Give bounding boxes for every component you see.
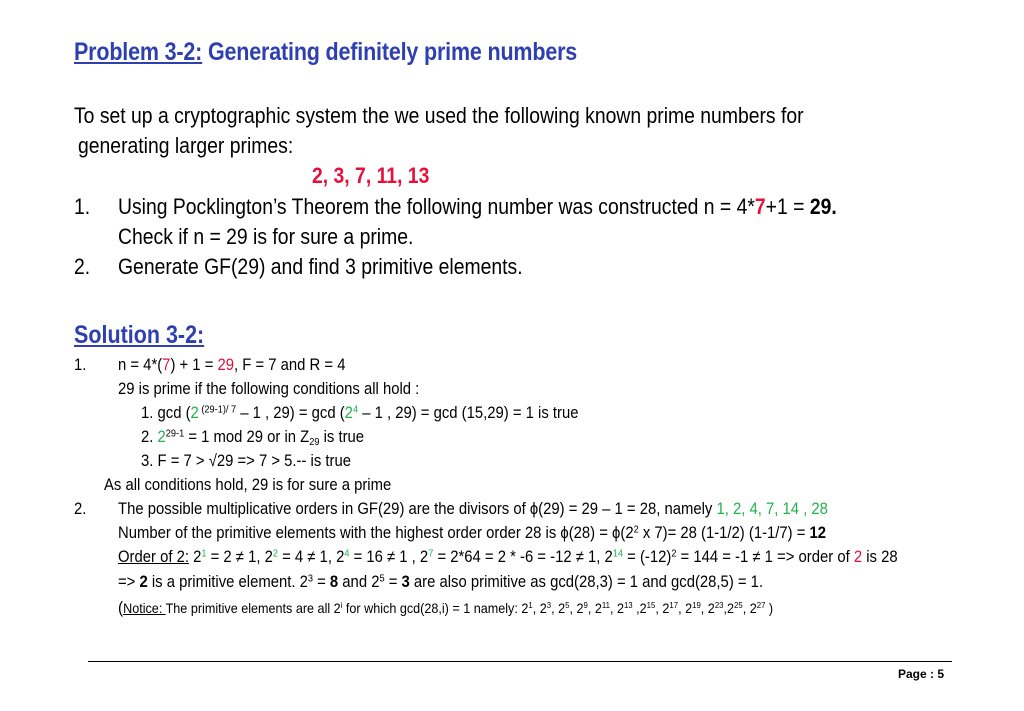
s2-l2-text-a: Number of the primitive elements with the highest order order 28 is ϕ(28) = ϕ(2 <box>118 524 634 542</box>
n-s10: ,2 <box>723 600 735 616</box>
s2-l1-text: The possible multiplicative orders in GF(29) are the divisors of ϕ(29) = 29 – 1 = 28, namely <box>118 500 717 518</box>
item1-seven: 7 <box>754 194 766 219</box>
l4-eight: 8 <box>329 573 339 591</box>
n-s7: , 2 <box>655 600 670 616</box>
c3-number: 3. <box>141 452 154 470</box>
notice-paren: ( <box>118 598 124 617</box>
c1-text-c: – 1 , 29) = gcd (15,29) = 1 is true <box>358 404 579 422</box>
l3-a: 2 <box>188 548 202 566</box>
n-s11: , 2 <box>742 600 757 616</box>
l4-e: = <box>384 573 402 591</box>
notice-text-a: The primitive elements are all 2 <box>165 600 341 616</box>
problem-title-text: Generating definitely prime numbers <box>207 38 578 66</box>
c1-two: 2 <box>190 404 199 422</box>
solution-1-line <box>118 356 345 375</box>
problem-item-2-number: 2. <box>74 254 91 279</box>
notice-text <box>166 600 774 616</box>
problem-item-1-line-2: Check if n = 29 is for sure a prime. <box>118 224 414 249</box>
l4-d: and 2 <box>338 573 380 591</box>
l3-h: is 28 <box>862 548 898 566</box>
n-s9: , 2 <box>700 600 715 616</box>
condition-2 <box>141 428 364 447</box>
n-e3: 3 <box>546 600 552 611</box>
solution-2-line-3 <box>118 548 898 567</box>
l4-two: 2 <box>139 573 148 591</box>
n-s5: , 2 <box>609 600 624 616</box>
n-s4: , 2 <box>587 600 602 616</box>
s1-text-b: ) + 1 = <box>170 356 218 374</box>
l4-a: => <box>118 573 140 591</box>
page-title <box>74 38 577 67</box>
n-s8: , 2 <box>678 600 693 616</box>
l3-g: = 144 = -1 ≠ 1 => order of <box>676 548 854 566</box>
n-e13: 13 <box>623 600 633 611</box>
c1-text-b: – 1 , 29) = gcd ( <box>236 404 345 422</box>
problem-intro-line-2: generating larger primes: <box>78 133 294 158</box>
s1-text-c: , F = 7 and R = 4 <box>234 356 346 374</box>
solution-1-number: 1. <box>74 356 87 374</box>
n-s2: , 2 <box>551 600 566 616</box>
condition-1 <box>141 404 578 423</box>
item-number: 1. <box>74 194 91 219</box>
l3-e5: 14 <box>612 548 624 560</box>
l3-f: = (-12) <box>623 548 672 566</box>
l4-b: is a primitive element. 2 <box>147 573 308 591</box>
problem-label: Problem 3-2: <box>74 38 203 66</box>
s1-twentynine: 29 <box>217 356 235 374</box>
l4-e1: 3 <box>307 573 313 585</box>
notice-i: i <box>340 600 343 611</box>
n-s3: , 2 <box>569 600 584 616</box>
c1-exponent: (29-1)/ 7 <box>198 404 237 416</box>
n-e5: 5 <box>565 600 570 611</box>
l3-e3: 4 <box>344 548 350 560</box>
n-e25: 25 <box>734 600 743 611</box>
c3-text: F = 7 > √29 => 7 > 5.-- is true <box>157 452 351 470</box>
n-end: ) <box>765 600 774 616</box>
item1-text-b: +1 = <box>765 194 810 219</box>
l4-three: 3 <box>401 573 410 591</box>
n-s6: ,2 <box>632 600 647 616</box>
solution-2-line-2 <box>118 524 826 543</box>
n-e23: 23 <box>714 600 724 611</box>
n-e1: 1 <box>528 600 533 611</box>
n-e17: 17 <box>669 600 679 611</box>
c1-exponent-2: 4 <box>352 404 359 416</box>
c2-text-b: is true <box>319 428 365 446</box>
problem-item-1-text <box>118 194 837 220</box>
n-e15: 15 <box>646 600 656 611</box>
l3-d: = 16 ≠ 1 , 2 <box>349 548 429 566</box>
condition-3 <box>141 452 351 471</box>
footer-divider <box>88 661 952 662</box>
problem-intro-line-1: To set up a cryptographic system the we used the following known prime numbers for <box>74 103 804 128</box>
order-of-2-label: Order of 2: <box>118 548 189 566</box>
l3-two: 2 <box>853 548 863 566</box>
divisors-list: 1, 2, 4, 7, 14 , 28 <box>716 500 828 518</box>
l3-e2: 2 <box>272 548 278 560</box>
l3-e: = 2*64 = 2 * -6 = -12 ≠ 1, 2 <box>433 548 613 566</box>
n-s1: , 2 <box>532 600 547 616</box>
n-e11: 11 <box>601 600 610 611</box>
c1-text-a: gcd ( <box>157 404 191 422</box>
solution-2-line-4 <box>118 573 763 592</box>
n-e9: 9 <box>583 600 588 611</box>
solution-2-number: 2. <box>74 500 87 518</box>
c2-text-a: = 1 mod 29 or in Z <box>184 428 310 446</box>
page-number: Page : 5 <box>898 667 945 681</box>
l4-f: are also primitive as gcd(28,3) = 1 and gcd(28,5) = 1. <box>409 573 764 591</box>
l3-e4: 7 <box>428 548 434 560</box>
c1-two-2: 2 <box>344 404 353 422</box>
notice-line <box>118 598 773 618</box>
l3-e1: 1 <box>201 548 207 560</box>
problem-item-1 <box>74 194 90 220</box>
notice-text-b: for which gcd(28,i) = 1 namely: 2 <box>342 600 529 616</box>
l3-b: = 2 ≠ 1, 2 <box>206 548 273 566</box>
l4-e2: 5 <box>379 573 385 585</box>
s2-l2-text-b: x 7)= 28 (1-1/2) (1-1/7) = <box>638 524 810 542</box>
c1-number: 1. <box>141 404 154 422</box>
c2-two: 2 <box>157 428 166 446</box>
item1-text-a: Using Pocklington’s Theorem the following number was constructed n = 4* <box>118 194 755 219</box>
problem-item-2-text: Generate GF(29) and find 3 primitive elements. <box>118 254 523 279</box>
notice-label: Notice: <box>123 600 166 616</box>
conclusion: As all conditions hold, 29 is for sure a prime <box>104 476 392 494</box>
conditions-intro: 29 is prime if the following conditions all hold : <box>118 380 420 398</box>
s2-l2-exponent: 2 <box>633 524 639 536</box>
known-primes: 2, 3, 7, 11, 13 <box>312 163 430 188</box>
c2-subscript: 29 <box>309 437 320 449</box>
s1-text-a: n = 4*( <box>118 356 163 374</box>
c2-number: 2. <box>141 428 154 446</box>
solution-2-line-1 <box>118 500 828 519</box>
primitive-count: 12 <box>809 524 827 542</box>
l3-e6: 2 <box>671 548 677 560</box>
l3-c: = 4 ≠ 1, 2 <box>277 548 345 566</box>
item1-result: 29. <box>809 194 837 219</box>
solution-heading: Solution 3-2: <box>74 321 205 349</box>
c2-exponent: 29-1 <box>165 428 185 440</box>
l4-c: = <box>312 573 330 591</box>
n-e27: 27 <box>756 600 766 611</box>
s1-seven: 7 <box>162 356 171 374</box>
n-e19: 19 <box>692 600 701 611</box>
